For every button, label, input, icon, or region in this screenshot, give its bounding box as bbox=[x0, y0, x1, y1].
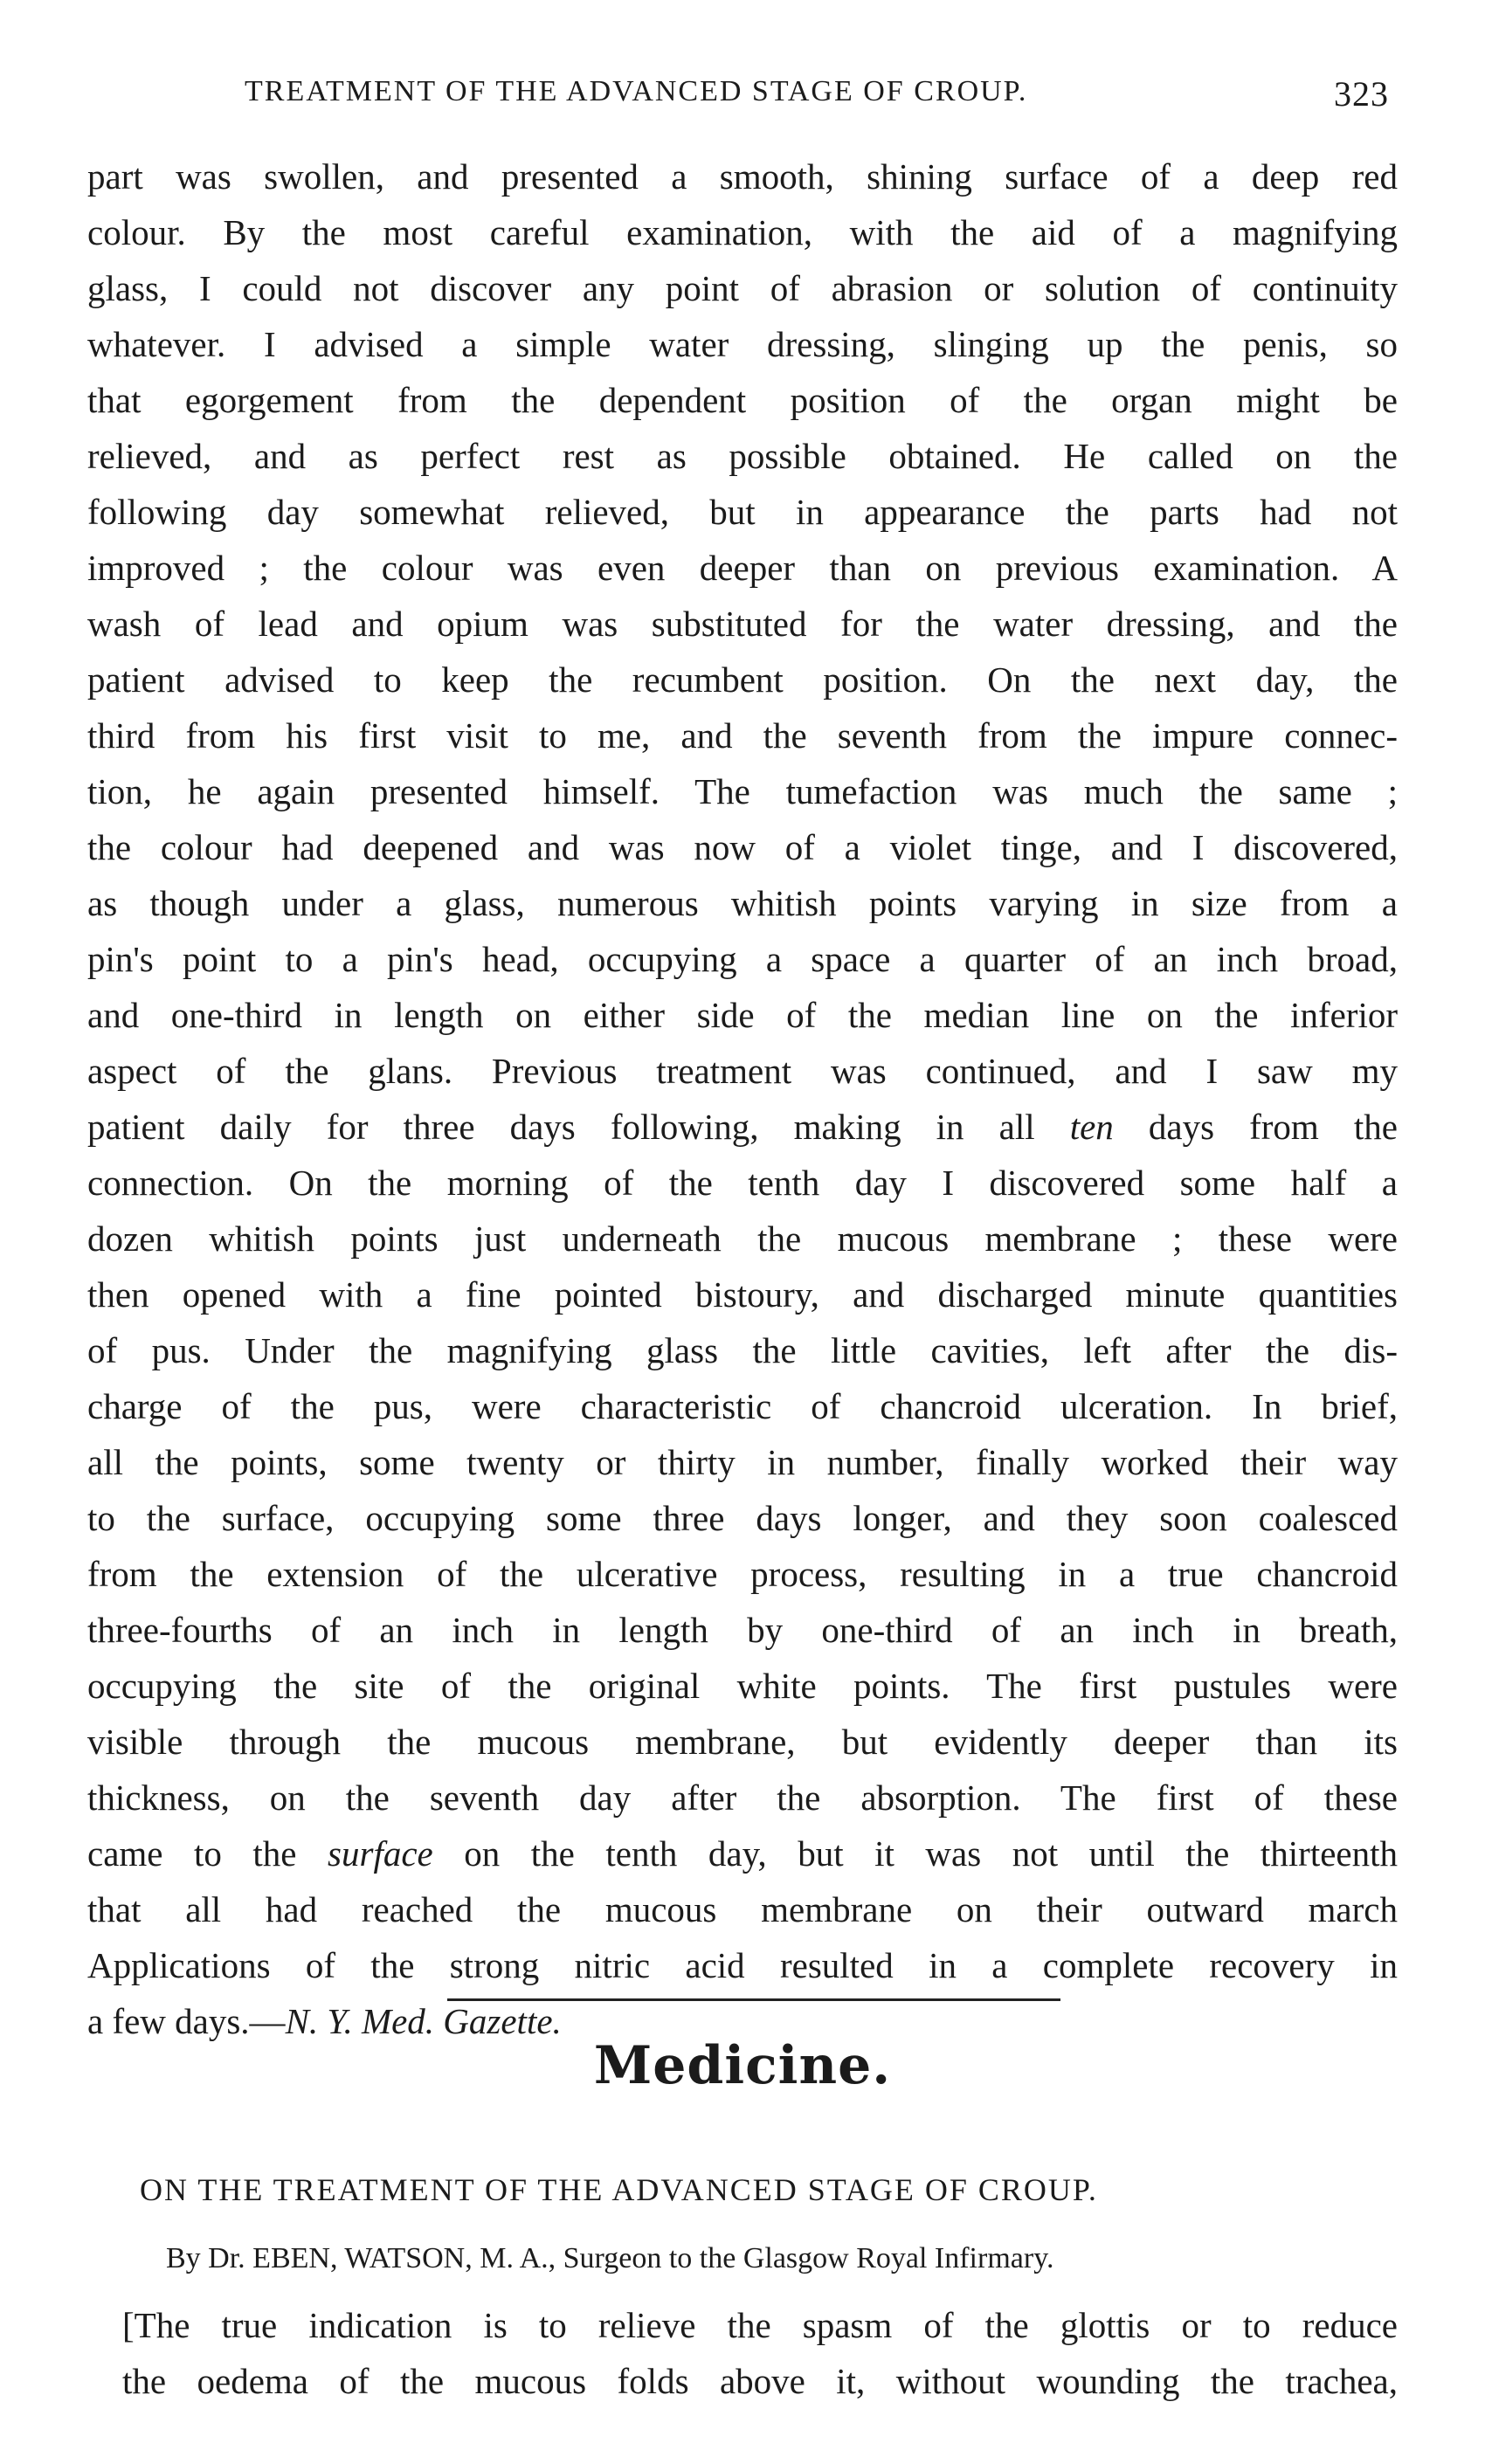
text-line: thickness, on the seventh day after the absorption. The first of these bbox=[87, 1777, 1398, 1818]
text-line: that egorgement from the dependent position of the organ might be bbox=[87, 380, 1398, 420]
text-span: patient daily for three days following, making in all bbox=[87, 1107, 1035, 1147]
text-span: days from the bbox=[1113, 1107, 1398, 1147]
text-line: to the surface, occupying some three days longer, and they soon coalesced bbox=[87, 1498, 1398, 1538]
text-line: all the points, some twenty or thirty in number, finally worked their way bbox=[87, 1442, 1398, 1482]
text-line: patient advised to keep the recumbent position. On the next day, the bbox=[87, 659, 1398, 700]
italic-emphasis: ten bbox=[1069, 1107, 1114, 1147]
text-line: wash of lead and opium was substituted for the water dressing, and the bbox=[87, 604, 1398, 644]
text-line: the colour had deepened and was now of a violet tinge, and I discovered, bbox=[87, 827, 1398, 867]
author-byline: By Dr. EBEN, WATSON, M. A., Surgeon to the Glasgow Royal Infirmary. bbox=[166, 2242, 1054, 2274]
text-line: following day somewhat relieved, but in appearance the parts had not bbox=[87, 492, 1398, 532]
text-line: tion, he again presented himself. The tumefaction was much the same ; bbox=[87, 771, 1398, 811]
text-line: occupying the site of the original white points. The first pustules were bbox=[87, 1666, 1398, 1706]
text-line: three-fourths of an inch in length by one-third of an inch in breath, bbox=[87, 1610, 1398, 1650]
page-number: 323 bbox=[1334, 74, 1389, 114]
running-title: TREATMENT OF THE ADVANCED STAGE OF CROUP. bbox=[245, 75, 1028, 107]
text-line: improved ; the colour was even deeper than on previous examination. A bbox=[87, 548, 1398, 588]
text-line: of pus. Under the magnifying glass the little cavities, left after the dis- bbox=[87, 1330, 1398, 1370]
article-title: ON THE TREATMENT OF THE ADVANCED STAGE OF CROUP. bbox=[140, 2172, 1098, 2207]
text-line: and one-third in length on either side of the median line on the inferior bbox=[87, 995, 1398, 1035]
text-span: a few days.— bbox=[87, 2001, 286, 2041]
text-line: glass, I could not discover any point of abrasion or solution of continuity bbox=[87, 268, 1398, 308]
text-line: colour. By the most careful examination, with the aid of a magnifying bbox=[87, 212, 1398, 252]
text-line: pin's point to a pin's head, occupying a space a quarter of an inch broad, bbox=[87, 939, 1398, 979]
text-line: from the extension of the ulcerative process, resulting in a true chancroid bbox=[87, 1554, 1398, 1594]
text-line bbox=[87, 1106, 1398, 1146]
text-line bbox=[87, 1832, 1398, 1873]
text-line: Applications of the strong nitric acid resulted in a complete recovery in bbox=[87, 1945, 1398, 1985]
text-line: [The true indication is to relieve the spasm of the glottis or to reduce bbox=[122, 2305, 1398, 2345]
text-line: whatever. I advised a simple water dressing, slinging up the penis, so bbox=[87, 324, 1398, 364]
italic-emphasis: surface bbox=[328, 1833, 433, 1874]
text-line: aspect of the glans. Previous treatment was continued, and I saw my bbox=[87, 1051, 1398, 1091]
text-line: connection. On the morning of the tenth day I discovered some half a bbox=[87, 1163, 1398, 1203]
section-divider bbox=[447, 1998, 1060, 2001]
text-line: part was swollen, and presented a smooth, shining surface of a deep red bbox=[87, 156, 1398, 197]
text-line: that all had reached the mucous membrane on their outward march bbox=[87, 1889, 1398, 1929]
text-line: dozen whitish points just underneath the mucous membrane ; these were bbox=[87, 1218, 1398, 1259]
section-heading: Medicine. bbox=[593, 2035, 892, 2096]
text-line: the oedema of the mucous folds above it, without wounding the trachea, bbox=[122, 2361, 1398, 2401]
text-line: visible through the mucous membrane, but evidently deeper than its bbox=[87, 1722, 1398, 1762]
text-line: then opened with a fine pointed bistoury, and discharged minute quantities bbox=[87, 1274, 1398, 1315]
text-span: on the tenth day, but it was not until the thirteenth bbox=[432, 1833, 1399, 1874]
text-line: relieved, and as perfect rest as possible obtained. He called on the bbox=[87, 436, 1398, 476]
text-line: as though under a glass, numerous whitish points varying in size from a bbox=[87, 883, 1398, 923]
text-line: third from his first visit to me, and the seventh from the impure connec- bbox=[87, 715, 1398, 756]
citation-source: N. Y. Med. Gazette. bbox=[285, 2001, 562, 2041]
text-span: came to the bbox=[87, 1833, 297, 1874]
text-line: charge of the pus, were characteristic of chancroid ulceration. In brief, bbox=[87, 1386, 1398, 1426]
